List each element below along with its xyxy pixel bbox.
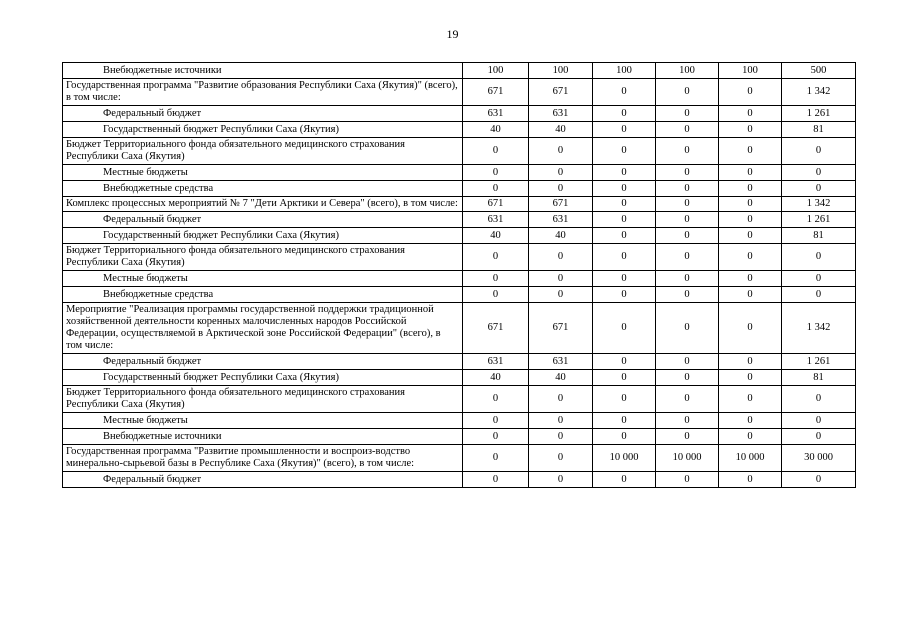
value-cell: 81 [782, 228, 856, 244]
value-cell: 0 [719, 122, 782, 138]
row-label: Государственный бюджет Республики Саха (Якутия) [63, 228, 463, 244]
row-label: Государственный бюджет Республики Саха (Якутия) [63, 122, 463, 138]
value-cell: 1 261 [782, 354, 856, 370]
value-cell: 1 261 [782, 212, 856, 228]
value-cell: 631 [463, 106, 529, 122]
table-row [63, 445, 856, 472]
row-label: Федеральный бюджет [63, 212, 463, 228]
value-cell: 0 [593, 212, 656, 228]
value-cell: 1 342 [782, 197, 856, 212]
value-cell: 0 [529, 445, 593, 472]
row-label: Внебюджетные средства [63, 181, 463, 197]
value-cell: 100 [529, 63, 593, 79]
value-cell: 0 [463, 429, 529, 445]
value-cell: 0 [463, 271, 529, 287]
value-cell: 0 [656, 370, 719, 386]
value-cell: 0 [782, 472, 856, 488]
value-cell: 0 [719, 354, 782, 370]
value-cell: 0 [719, 303, 782, 354]
value-cell: 40 [529, 122, 593, 138]
table-row [63, 354, 856, 370]
value-cell: 0 [656, 429, 719, 445]
value-cell: 0 [529, 287, 593, 303]
value-cell: 40 [463, 370, 529, 386]
value-cell: 0 [719, 181, 782, 197]
value-cell: 0 [529, 138, 593, 165]
table-row [63, 212, 856, 228]
value-cell: 40 [529, 228, 593, 244]
value-cell: 631 [529, 354, 593, 370]
value-cell: 671 [529, 79, 593, 106]
value-cell: 0 [719, 271, 782, 287]
value-cell: 0 [593, 287, 656, 303]
value-cell: 0 [593, 165, 656, 181]
table-row [63, 386, 856, 413]
value-cell: 0 [719, 244, 782, 271]
row-label: Мероприятие "Реализация программы государственной поддержки традиционной хозяйственной деятельности коренных малочисленных народов Российской Федерации, осуществляемой в Арктической зоне Российской Федерации" (всего), в том числе: [63, 303, 463, 354]
value-cell: 100 [463, 63, 529, 79]
value-cell: 0 [463, 445, 529, 472]
value-cell: 0 [782, 386, 856, 413]
value-cell: 631 [529, 106, 593, 122]
value-cell: 0 [593, 122, 656, 138]
value-cell: 0 [463, 413, 529, 429]
row-label: Бюджет Территориального фонда обязательного медицинского страхования Республики Саха (Якутия) [63, 386, 463, 413]
table-row [63, 287, 856, 303]
row-label: Внебюджетные источники [63, 63, 463, 79]
value-cell: 0 [656, 354, 719, 370]
table-row [63, 79, 856, 106]
value-cell: 81 [782, 370, 856, 386]
value-cell: 0 [719, 138, 782, 165]
value-cell: 0 [782, 413, 856, 429]
value-cell: 0 [656, 212, 719, 228]
value-cell: 100 [593, 63, 656, 79]
value-cell: 0 [593, 244, 656, 271]
value-cell: 0 [593, 181, 656, 197]
value-cell: 0 [719, 287, 782, 303]
value-cell: 1 342 [782, 303, 856, 354]
value-cell: 0 [656, 181, 719, 197]
row-label: Внебюджетные источники [63, 429, 463, 445]
value-cell: 0 [782, 287, 856, 303]
value-cell: 0 [529, 165, 593, 181]
value-cell: 0 [719, 429, 782, 445]
value-cell: 0 [782, 165, 856, 181]
value-cell: 0 [463, 287, 529, 303]
page-number: 19 [446, 27, 459, 41]
row-label: Государственная программа "Развитие промышленности и воспроиз-водство минерально-сырьевой базы в Республике Саха (Якутия)" (всего), в том числе: [63, 445, 463, 472]
table-row [63, 244, 856, 271]
value-cell: 0 [656, 244, 719, 271]
value-cell: 0 [593, 354, 656, 370]
value-cell: 0 [463, 165, 529, 181]
value-cell: 631 [463, 212, 529, 228]
value-cell: 0 [719, 79, 782, 106]
value-cell: 0 [782, 138, 856, 165]
value-cell: 0 [656, 106, 719, 122]
value-cell: 0 [656, 79, 719, 106]
value-cell: 671 [529, 303, 593, 354]
table-row [63, 106, 856, 122]
value-cell: 631 [463, 354, 529, 370]
value-cell: 40 [463, 228, 529, 244]
table-row [63, 303, 856, 354]
value-cell: 0 [593, 271, 656, 287]
table-row [63, 413, 856, 429]
table-row [63, 138, 856, 165]
table-row [63, 472, 856, 488]
value-cell: 0 [782, 181, 856, 197]
row-label: Местные бюджеты [63, 165, 463, 181]
value-cell: 10 000 [656, 445, 719, 472]
value-cell: 0 [529, 181, 593, 197]
value-cell: 0 [529, 429, 593, 445]
value-cell: 100 [656, 63, 719, 79]
value-cell: 0 [656, 472, 719, 488]
value-cell: 0 [593, 79, 656, 106]
row-label: Федеральный бюджет [63, 354, 463, 370]
value-cell: 100 [719, 63, 782, 79]
value-cell: 10 000 [719, 445, 782, 472]
value-cell: 0 [593, 197, 656, 212]
value-cell: 500 [782, 63, 856, 79]
value-cell: 0 [529, 413, 593, 429]
value-cell: 0 [656, 122, 719, 138]
row-label: Государственный бюджет Республики Саха (Якутия) [63, 370, 463, 386]
table-row [63, 370, 856, 386]
value-cell: 671 [529, 197, 593, 212]
value-cell: 671 [463, 79, 529, 106]
table-row [63, 122, 856, 138]
value-cell: 81 [782, 122, 856, 138]
table-row [63, 181, 856, 197]
value-cell: 0 [782, 244, 856, 271]
value-cell: 0 [719, 165, 782, 181]
value-cell: 0 [656, 413, 719, 429]
value-cell: 0 [593, 106, 656, 122]
value-cell: 0 [463, 386, 529, 413]
value-cell: 0 [656, 197, 719, 212]
value-cell: 0 [593, 429, 656, 445]
row-label: Внебюджетные средства [63, 287, 463, 303]
budget-table-body [63, 63, 856, 488]
table-row [63, 165, 856, 181]
table-row [63, 63, 856, 79]
value-cell: 0 [529, 244, 593, 271]
value-cell: 0 [593, 472, 656, 488]
value-cell: 40 [463, 122, 529, 138]
value-cell: 0 [656, 138, 719, 165]
value-cell: 0 [719, 197, 782, 212]
value-cell: 0 [593, 228, 656, 244]
row-label: Федеральный бюджет [63, 472, 463, 488]
budget-table [62, 62, 856, 488]
value-cell: 0 [593, 370, 656, 386]
value-cell: 0 [593, 138, 656, 165]
table-row [63, 197, 856, 212]
value-cell: 0 [656, 303, 719, 354]
value-cell: 0 [656, 386, 719, 413]
value-cell: 0 [719, 386, 782, 413]
value-cell: 30 000 [782, 445, 856, 472]
value-cell: 10 000 [593, 445, 656, 472]
value-cell: 0 [719, 370, 782, 386]
value-cell: 1 261 [782, 106, 856, 122]
table-row [63, 271, 856, 287]
value-cell: 0 [529, 271, 593, 287]
value-cell: 0 [463, 138, 529, 165]
value-cell: 0 [463, 244, 529, 271]
row-label: Местные бюджеты [63, 413, 463, 429]
value-cell: 0 [656, 228, 719, 244]
row-label: Федеральный бюджет [63, 106, 463, 122]
value-cell: 0 [719, 212, 782, 228]
value-cell: 0 [529, 472, 593, 488]
row-label: Местные бюджеты [63, 271, 463, 287]
value-cell: 0 [529, 386, 593, 413]
value-cell: 0 [719, 106, 782, 122]
value-cell: 0 [656, 165, 719, 181]
value-cell: 0 [719, 228, 782, 244]
value-cell: 0 [719, 472, 782, 488]
value-cell: 40 [529, 370, 593, 386]
value-cell: 0 [593, 413, 656, 429]
row-label: Бюджет Территориального фонда обязательного медицинского страхования Республики Саха (Якутия) [63, 244, 463, 271]
value-cell: 671 [463, 303, 529, 354]
value-cell: 0 [593, 386, 656, 413]
value-cell: 0 [463, 472, 529, 488]
value-cell: 0 [593, 303, 656, 354]
value-cell: 0 [656, 271, 719, 287]
row-label: Бюджет Территориального фонда обязательного медицинского страхования Республики Саха (Якутия) [63, 138, 463, 165]
value-cell: 0 [656, 287, 719, 303]
table-row [63, 429, 856, 445]
value-cell: 671 [463, 197, 529, 212]
value-cell: 0 [782, 271, 856, 287]
row-label: Государственная программа "Развитие образования Республики Саха (Якутия)" (всего), в том числе: [63, 79, 463, 106]
value-cell: 0 [463, 181, 529, 197]
value-cell: 0 [782, 429, 856, 445]
value-cell: 631 [529, 212, 593, 228]
table-row [63, 228, 856, 244]
value-cell: 0 [719, 413, 782, 429]
value-cell: 1 342 [782, 79, 856, 106]
row-label: Комплекс процессных мероприятий № 7 "Дети Арктики и Севера" (всего), в том числе: [63, 197, 463, 212]
